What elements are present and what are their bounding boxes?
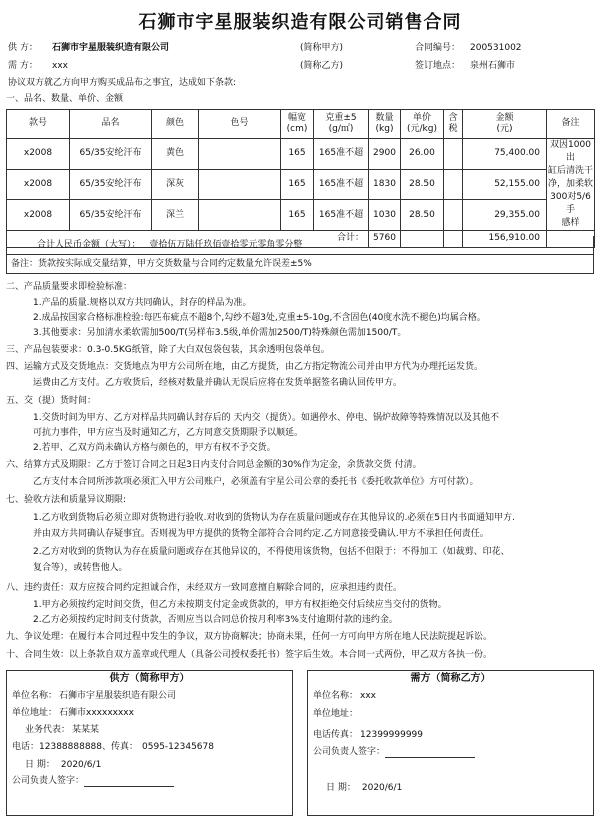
total-qty: 5760 [369,231,401,248]
cell-tax [444,200,463,231]
table-row [7,200,595,231]
supplier-unit: 石狮市宇星服装织造有限公司 [59,691,177,701]
clause-7-2: 2.乙方对收到的货物认为存在质量问题或存在其他异议的，不得使用该货物，包括不但限于：不得加工（如裁剪、印花、 [33,547,510,557]
supplier-agent: 某某某 [72,725,100,735]
clause-6-b: 乙方支付本合同所涉款项必须汇入甲方公司账户，必须盖有宇星公司公章的委托书《委托收款单位》方可付款）。 [33,477,479,487]
clause-7-2b: 复合等），或转售他人。 [33,563,128,573]
cell-color: 深兰 [152,200,199,231]
section-1-heading: 一、品名、数量、单价、金额 [6,94,124,104]
supplier-box [6,670,293,816]
supplier-sign-line[interactable] [84,777,174,787]
cell-color-no [199,200,281,231]
buyer-date-field: 日 期： 2020/6/1 [326,783,403,793]
cell-width: 165 [281,169,314,200]
supplier-heading: 供方（简称甲方） [109,673,190,684]
contract-no-label: 合同编号： [415,43,461,53]
col-tax-header: 含 税 [444,110,463,139]
product-table [6,109,595,248]
total-amount: 156,910.00 [463,231,547,248]
clause-8-1: 1.甲方必须按约定时间交货，但乙方未按期支付定金或货款的，甲方有权拒绝交付后续应当交付的货物。 [33,600,447,610]
cell-color-no [199,169,281,200]
supplier-tel: 12388888888、传真： [39,742,139,752]
supplier-agent-field: 业务代表： 某某某 [25,725,100,735]
clause-7-1b: 并由双方共同确认存疑事宜。否则视为甲方提供的货物全部符合合同约定.乙方同意接受确认.甲方不承担任何责任。 [33,529,489,539]
cell-price: 26.00 [401,139,444,170]
clause-3: 三、产品包装要求：0.3-0.5KG纸管，除了大白双包袋包装，其余透明包袋单包。 [6,345,330,355]
rmb-total-row [6,236,594,255]
col-color-header: 颜色 [152,110,199,139]
buyer-sign-line[interactable] [385,748,475,758]
cell-code: x2008 [7,169,70,200]
cell-width: 165 [281,139,314,170]
clause-4-b: 运费由乙方支付。乙方收货后，经核对数量并确认无误后应将在发货单据签名确认回传甲方。 [33,378,403,388]
supplier-date-field: 日 期： 2020/6/1 [25,760,102,770]
cell-color: 黄色 [152,139,199,170]
cell-color: 深灰 [152,169,199,200]
col-width-header: 幅宽 (cm) [281,110,314,139]
cell-tax [444,169,463,200]
buyer-short: (简称乙方) [300,61,344,71]
cell-qty: 1030 [369,200,401,231]
buyer-tel-field: 电话传真： 12399999999 [313,730,424,740]
buyer-label: 需 方： [8,61,38,71]
cell-name: 65/35安纶汗布 [70,200,152,231]
col-weight-header: 克重±5 (g/㎡) [314,110,369,139]
rmb-label: 合计人民币金额（大写）： [37,240,141,250]
contract-title: 石狮市宇星服装织造有限公司销售合同 [138,12,462,33]
buyer-unit: xxx [360,691,376,701]
sign-place-label: 签订地点： [415,61,461,71]
cell-price: 28.50 [401,169,444,200]
supplier-label: 供 方： [8,43,38,53]
col-code-header: 款号 [7,110,70,139]
supplier-sign-field: 公司负责人签字： [12,776,174,787]
col-remark-header: 备注 [547,110,595,139]
cell-weight: 165准不超 [314,169,369,200]
supplier-unit-field: 单位名称： 石狮市宇星服装织造有限公司 [12,691,177,701]
buyer-date: 2020/6/1 [361,783,403,793]
clause-9: 九、争议处理：在履行本合同过程中发生的争议，双方协商解决；协商未果，任何一方可向甲方所在地人民法院提起诉讼。 [6,632,493,642]
col-color-no-header: 色号 [199,110,281,139]
supplier-name: 石狮市宇星服装织造有限公司 [52,43,170,53]
clause-7-1: 1.乙方收到货物后必须立即对货物进行验收.对收到的货物认为存在质量问题或存在其他异议的.必须在5日内书面通知甲方. [33,513,515,523]
supplier-short: (简称甲方) [300,43,344,53]
clause-6: 六、结算方式及期限：乙方于签订合同之日起3日内支付合同总金额的30%作为定金，余货款交货 付清。 [6,460,422,470]
cell-remark: 双因1000出 缸后清洗干 净，加柔软 300对5/6手 感样 [547,139,595,231]
table-note: 备注：货款按实际成交量结算，甲方交货数量与合同约定数量允许误差±5% [6,255,594,274]
cell-qty: 2900 [369,139,401,170]
buyer-unit-field: 单位名称： xxx [313,691,376,701]
supplier-addr: 石狮市xxxxxxxxx [59,708,134,718]
supplier-fax: 0595-12345678 [142,742,214,752]
buyer-sign-field: 公司负责人签字： [313,747,475,758]
clause-5-1b: 可抗力事件，甲方应当及时通知乙方，乙方同意交货期限予以顺延。 [33,428,304,438]
col-price-header: 单价 (元/kg) [401,110,444,139]
clause-2-1: 1.产品的质量.规格以双方共同确认，封存的样品为准。 [33,298,252,308]
clause-5-heading: 五、交（提）货时间： [6,396,97,406]
supplier-date: 2020/6/1 [60,760,102,770]
cell-color-no [199,139,281,170]
cell-tax [444,139,463,170]
buyer-addr-field: 单位地址： [313,709,359,719]
buyer-tel: 12399999999 [360,730,424,740]
table-row [7,169,595,200]
buyer-box [307,670,594,816]
clause-4: 四、运输方式及交货地点：交货地点为甲方公司所在地，由乙方提货，由乙方指定物流公司并由甲方代为办理托运发货。 [6,362,484,372]
clause-2-2: 2.成品按国家合格标准检验:每匹布疵点不超8个,勾纱不超3处,克重±5-10g,不含固色(40度水洗不褪色)均属合格。 [33,313,486,323]
cell-code: x2008 [7,200,70,231]
cell-amount: 29,355.00 [463,200,547,231]
total-label: 合计： [7,231,369,248]
clause-8-2: 2.乙方必须按约定时间支付货款，否则应当以合同总价按月利率3%支付逾期付款的违约金。 [33,615,398,625]
clause-2-heading: 二、产品质量要求即检验标准： [6,282,133,292]
col-amount-header: 金额 (元) [463,110,547,139]
clause-10: 十、合同生效：以上条款自双方盖章或代理人（具备公司授权委托书）签字后生效。本合同一式两份，甲乙双方各执一份。 [6,650,493,660]
cell-qty: 1830 [369,169,401,200]
clause-7-heading: 七、验收方法和质量异议期限: [6,495,127,505]
cell-code: x2008 [7,139,70,170]
cell-weight: 165准不超 [314,200,369,231]
table-header-row [7,110,595,139]
cell-name: 65/35安纶汗布 [70,139,152,170]
intro-text: 协议双方就乙方向甲方购买成品布之事宜，达成如下条款: [8,78,237,88]
table-row [7,139,595,170]
cell-price: 28.50 [401,200,444,231]
col-qty-header: 数量 (kg) [369,110,401,139]
cell-weight: 165准不超 [314,139,369,170]
clause-5-2: 2.若甲、乙双方尚未确认方格与颜色的，甲方有权不予交货。 [33,443,276,453]
cell-amount: 52,155.00 [463,169,547,200]
contract-no: 200531002 [470,43,522,53]
rmb-value: 壹拾伍万陆仟玖佰壹拾零元零角零分整 [149,240,303,250]
sign-place: 泉州石狮市 [470,61,516,71]
supplier-tel-field: 电话：12388888888、传真： 0595-12345678 [12,742,214,752]
cell-name: 65/35安纶汗布 [70,169,152,200]
cell-amount: 75,400.00 [463,139,547,170]
buyer-name: xxx [52,61,68,71]
clause-2-3: 3.其他要求：另加清水柔软需加500/T(另样布3.5级,单价需加2500/T)特殊颜色需加1500/T。 [33,328,407,338]
supplier-addr-field: 单位地址： 石狮市xxxxxxxxx [12,708,134,718]
buyer-heading: 需方（简称乙方） [410,673,491,684]
col-name-header: 品名 [70,110,152,139]
cell-width: 165 [281,200,314,231]
clause-5-1: 1.交货时间为甲方、乙方对样品共同确认封存后的 天内交（提货）。如遇停水、停电、锅炉故障等特殊情况以及其他不 [33,413,499,423]
clause-8: 八、违约责任：双方应按合同约定担诚合作，未经双方一致同意擅自解除合同的，应承担违约责任。 [6,583,403,593]
